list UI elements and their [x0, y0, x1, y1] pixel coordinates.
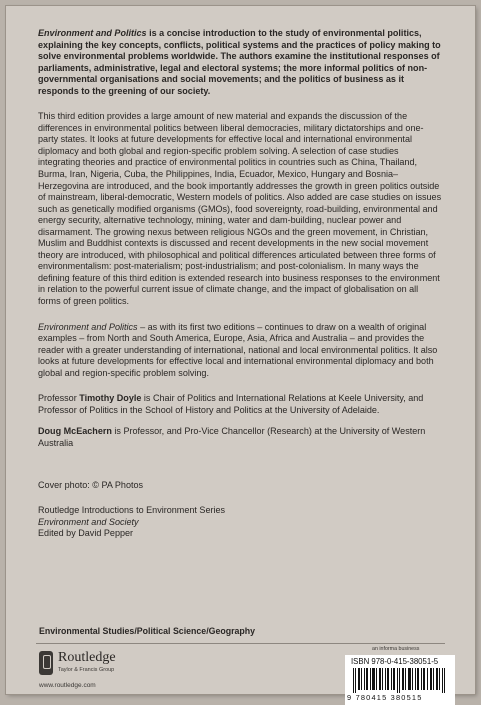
barcode-icon [353, 668, 447, 693]
back-cover [6, 6, 475, 702]
author2-name: Doug McEachern [38, 426, 112, 437]
author1-name: Timothy Doyle [79, 393, 142, 404]
barcode-digits: 9 780415 380515 [347, 693, 423, 702]
routledge-logo-icon [39, 651, 53, 675]
publisher-url[interactable]: www.routledge.com [39, 682, 96, 689]
series-name: Routledge Introductions to Environment Series [38, 505, 226, 516]
informa-tagline: an informa business [372, 646, 420, 652]
blurb-p3-body: – as with its first two editions – continues to draw on a wealth of original examples – from North and South America, Europe, Asia, Africa and Australia – and provides the reader with a greater understanding of international, national and local environmental politics. It also looks at future developments for effective local and international environmental diplomacy and both global and region-specific problem solving. [38, 321, 438, 378]
publisher-name: Routledge [58, 650, 116, 665]
author1-bio: is Chair of Politics and International Relations at Keele University, and Professor of Politics in the School of History and Politics at the University of Adelaide. [38, 393, 424, 415]
blurb-paragraph-3 [38, 322, 443, 380]
author-bio-1 [38, 393, 443, 416]
series-editor: Edited by David Pepper [38, 528, 134, 539]
series-info [38, 505, 443, 540]
isbn-barcode-box [345, 655, 455, 705]
cover-photo-credit: Cover photo: © PA Photos [38, 479, 144, 490]
publisher-logo [39, 651, 179, 691]
series-subseries: Environment and Society [38, 516, 139, 527]
book-title-inline: Environment and Politics [38, 28, 147, 38]
cover-text [38, 28, 443, 540]
author1-prefix: Professor [38, 393, 80, 404]
author2-bio: is Professor, and Pro-Vice Chancellor (Research) at the University of Western Australia [38, 426, 426, 448]
author-bio-2 [38, 426, 443, 449]
book-title-inline-2: Environment and Politics [38, 321, 138, 332]
blurb-p1-body: is a concise introduction to the study of environmental politics, explaining the key concepts, conflicts, political systems and the practices of policy making to solve environmental problems worldwide. The authors examine the institutional responses of parliaments, administrative, legal and electoral systems; the more informal politics of non-governmental organisations and social movements; and the politics of business as it responds to the greening of our society. [38, 28, 441, 96]
publisher-group: Taylor & Francis Group [58, 667, 115, 673]
subject-categories: Environmental Studies/Political Science/Geography [39, 626, 256, 636]
footer-divider [36, 643, 445, 644]
blurb-paragraph-2: This third edition provides a large amount of new material and expands the discussion of the differences in environmental politics between liberal democracies, military dictatorships and one-party states. It looks at future developments for effective local and international environmental diplomacy and both global and region-specific problem solving. A selection of case studies integrating theories and practice of environmental politics in countries such as China, Thailand, Burma, Iran, Nigeria, Cuba, the Philippines, India, Ecuador, Mexico, Hungary and Bosnia–Herzegovina are introduced, and the book importantly addresses the growth in green politics outside of mainstream, liberal-democratic, Western models of politics. Also added are case studies on issues such as genetically modified organisms (GMOs), food sovereignty, road-building, environmental and energy security, alternative technology, mining, water and dam-building, nuclear power and disarmament. The growing nexus between religious NGOs and the green movement, in Christian, Muslim and Buddhist contexts is discussed and recent developments in the new social movement theory are introduced, with philosophical and political differences articulated between three forms of environmentalism: post-materialism; post-industrialism; and post-colonialism. In many ways the defining feature of this third edition is extended research into business responses to the environment in relation to the powerful current issue of climate change, and the impact of globalisation on all forms of green politics. [38, 111, 442, 307]
blurb-paragraph-1 [38, 28, 443, 97]
isbn-label: ISBN 978-0-415-38051-5 [351, 657, 439, 666]
